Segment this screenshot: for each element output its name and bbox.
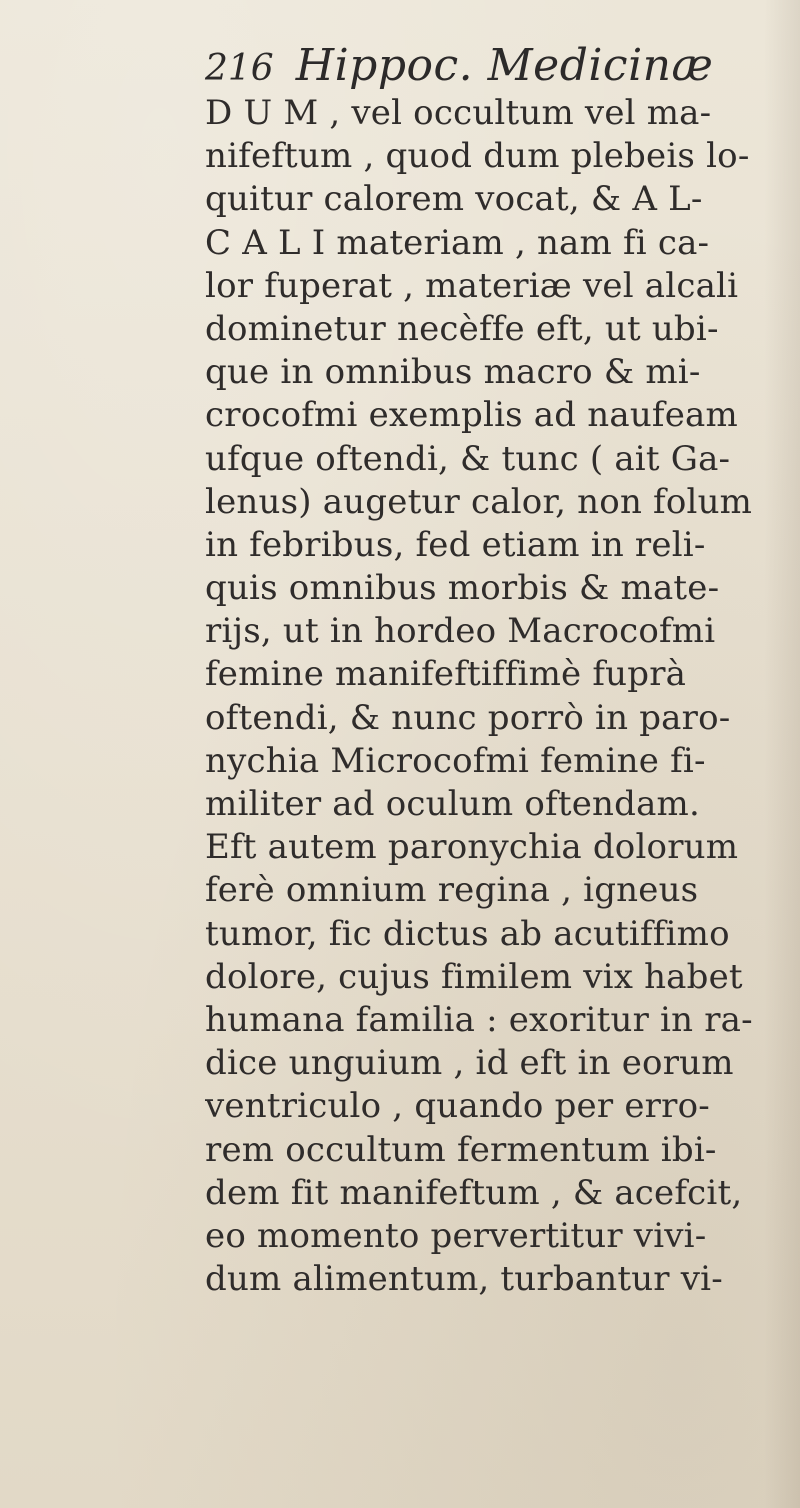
text-line: dum alimentum, turbantur vi- xyxy=(205,1259,723,1300)
text-line: lenus) augetur calor, non folum xyxy=(205,481,753,522)
text-line: tumor, fic dictus ab acutiffimo xyxy=(205,913,730,954)
text-line: Eft autem paronychia dolorum xyxy=(205,827,739,868)
text-line: quitur calorem vocat, & A L- xyxy=(205,179,703,220)
text-line: crocofmi exemplis ad naufeam xyxy=(205,395,738,436)
text-line: ventriculo , quando per erro- xyxy=(205,1086,710,1127)
text-line: humana familia : exoritur in ra- xyxy=(205,999,753,1040)
text-line: nychia Microcofmi femine fi- xyxy=(205,740,706,781)
text-line: militer ad oculum oftendam. xyxy=(205,784,700,824)
text-line: rem occultum fermentum ibi- xyxy=(205,1129,717,1170)
text-line: lor fuperat , materiæ vel alcali xyxy=(205,265,739,306)
text-line: dem fit manifeftum , & acefcit, xyxy=(205,1172,743,1213)
text-line: oftendi, & nunc porrò in paro- xyxy=(205,697,731,738)
text-line: que in omnibus macro & mi- xyxy=(205,352,701,393)
page-number: 216 xyxy=(205,48,274,89)
text-line: quis omnibus morbis & mate- xyxy=(205,568,720,609)
running-title: Hippoc. Medicinæ xyxy=(295,40,714,91)
text-line: rijs, ut in hordeo Macrocofmi xyxy=(205,611,716,652)
text-line: femine manifeftiffimè fuprà xyxy=(205,654,687,695)
text-line: dominetur necèffe eft, ut ubi- xyxy=(205,308,719,349)
page-bottom-margin xyxy=(0,1370,800,1508)
text-line: C A L I materiam , nam fi ca- xyxy=(205,222,710,263)
text-line: dolore, cujus fimilem vix habet xyxy=(205,956,743,997)
page-header xyxy=(205,40,713,100)
text-line: eo momento pervertitur vivi- xyxy=(205,1215,707,1256)
text-line: ferè omnium regina , igneus xyxy=(205,870,699,911)
body-text xyxy=(205,92,780,1301)
text-line: in febribus, fed etiam in reli- xyxy=(205,524,706,565)
text-line: ufque oftendi, & tunc ( ait Ga- xyxy=(205,438,731,479)
text-line: dice unguium , id eft in eorum xyxy=(205,1043,734,1084)
text-line: nifeftum , quod dum plebeis lo- xyxy=(205,136,750,177)
text-line: D U M , vel occultum vel ma- xyxy=(205,93,712,133)
